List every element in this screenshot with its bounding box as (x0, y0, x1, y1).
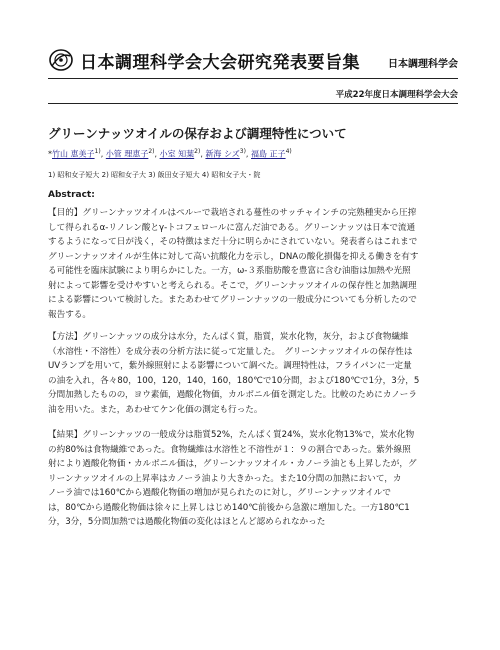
author-affiliation-number: 2) (148, 148, 155, 155)
abstract-paragraph-methods (48, 330, 458, 417)
abstract-line: 分，3分，5分間加熱では過酸化物価の変化はほとんど認められなかった (48, 517, 326, 527)
society-name: 日本調理科学会 (388, 59, 458, 70)
abstract-line: 射により過酸化物価・カルボニル価は，グリーンナッツオイル・カノーラ油とも上昇したが，グ (48, 459, 417, 469)
abstract-paragraph-results (48, 428, 458, 530)
abstract-line: UVランプを用いて，紫外線照射による影響について調べた。調理特性は，フライパンに一定量 (48, 361, 412, 371)
author-link[interactable]: 新海 シズ (205, 149, 240, 159)
affiliations: 1) 昭和女子短大 2) 昭和女子大 3) 飯田女子短大 4) 昭和女子大・院 (48, 171, 261, 179)
author-separator: , (100, 149, 106, 159)
author-affiliation-number: 2) (194, 148, 201, 155)
abstract-line: （水溶性・不溶性）を成分表の分析方法に従って定量した。 グリーンナッツオイルの保存性は (48, 346, 413, 357)
abstract-line: の約80%は食物繊維であった。食物繊維は水溶性と不溶性が１：９の割合であった。紫外線照 (48, 444, 411, 455)
header-rule-bottom (48, 103, 458, 104)
abstract-line: 射によって影響を受けやすいと考えられる。そこで，グリーンナッツオイルの保存性と加熱調理 (48, 280, 417, 291)
author-link[interactable]: 小管 理恵子 (105, 149, 149, 159)
abstract-line: して得られるα-リノレン酸とγ-トコフェロールに富んだ油である。グリーンナッツは日本で流通 (48, 222, 416, 233)
meeting-name: 平成22年度日本調理科学会大会 (335, 90, 458, 100)
author-link[interactable]: 小室 知葉 (159, 149, 195, 159)
author-link[interactable]: 竹山 恵美子 (52, 149, 95, 159)
abstract-line: による影響について検討した。またあわせてグリーンナッツの一般成分についても分析したので (48, 295, 417, 305)
society-emblem-icon (48, 48, 74, 72)
abstract-line: 油を用いた。また，あわせてケン化価の測定も行った。 (48, 404, 263, 415)
abstract-line: ノーラ油では160℃から過酸化物価の増加が見られたのに対し，グリーンナッツオイルで (48, 488, 391, 498)
author-link[interactable]: 福島 正子 (251, 149, 286, 159)
paper-title: グリーンナッツオイルの保存および調理特性について (48, 126, 347, 141)
abstract-line: グリーンナッツオイルが生体に対して高い抗酸化力を示し，DNAの酸化損傷を抑える働きを有す (48, 251, 419, 262)
header-rule-top (48, 78, 458, 79)
author-separator: , (200, 149, 206, 159)
abstract-line: る可能性を臨床試験により明らかにした。一方，ω-３系脂肪酸を豊富に含む油脂は加熱や光照 (48, 266, 411, 276)
author-affiliation-number: 4) (285, 148, 292, 155)
abstract-label: Abstract: (48, 190, 95, 200)
author-separator: , (154, 149, 160, 159)
abstract-line: 【結果】グリーンナッツの一般成分は脂質52%，たんぱく質24%，炭水化物13%で，炭水化物 (48, 430, 415, 440)
abstract-line: するようになって日が浅く，その特徴はまだ十分に明らかにされていない。発表者らはこれまで (48, 237, 418, 247)
abstract-line: 報告する。 (48, 309, 91, 320)
author-affiliation-number: 3) (239, 148, 246, 155)
corresponding-mark: * (48, 149, 52, 159)
abstract-line: の油を入れ，各々80，100，120，140，160，180℃で10分間，および180℃で1分，3分，5 (48, 375, 420, 386)
author-separator: , (245, 149, 252, 159)
page-header (48, 46, 458, 76)
author-list (48, 148, 292, 160)
abstract-paragraph-purpose (48, 206, 458, 322)
abstract-line: 【方法】グリーンナッツの成分は水分，たんぱく質，脂質，炭水化物，灰分，および食物繊維 (48, 332, 409, 342)
abstract-line: 【目的】グリーンナッツオイルはペルーで栽培される蔓性のサッチャインチの完熟種実から圧搾 (48, 208, 417, 218)
abstract-line: 分間加熱したものの，ヨウ素価，過酸化物価，カルボニル価を測定した。比較のためにカノーラ (48, 390, 417, 400)
abstract-line: は，80℃から過酸化物価は徐々に上昇しはじめ140℃前後から急激に増加した。一方180℃1 (48, 502, 410, 513)
journal-title: 日本調理科学会大会研究発表要旨集 (80, 53, 360, 73)
abstract-line: リーンナッツオイルの上昇率はカノーラ油より大きかった。また10分間の加熱において，カ (48, 473, 402, 484)
author-affiliation-number: 1) (94, 148, 101, 155)
